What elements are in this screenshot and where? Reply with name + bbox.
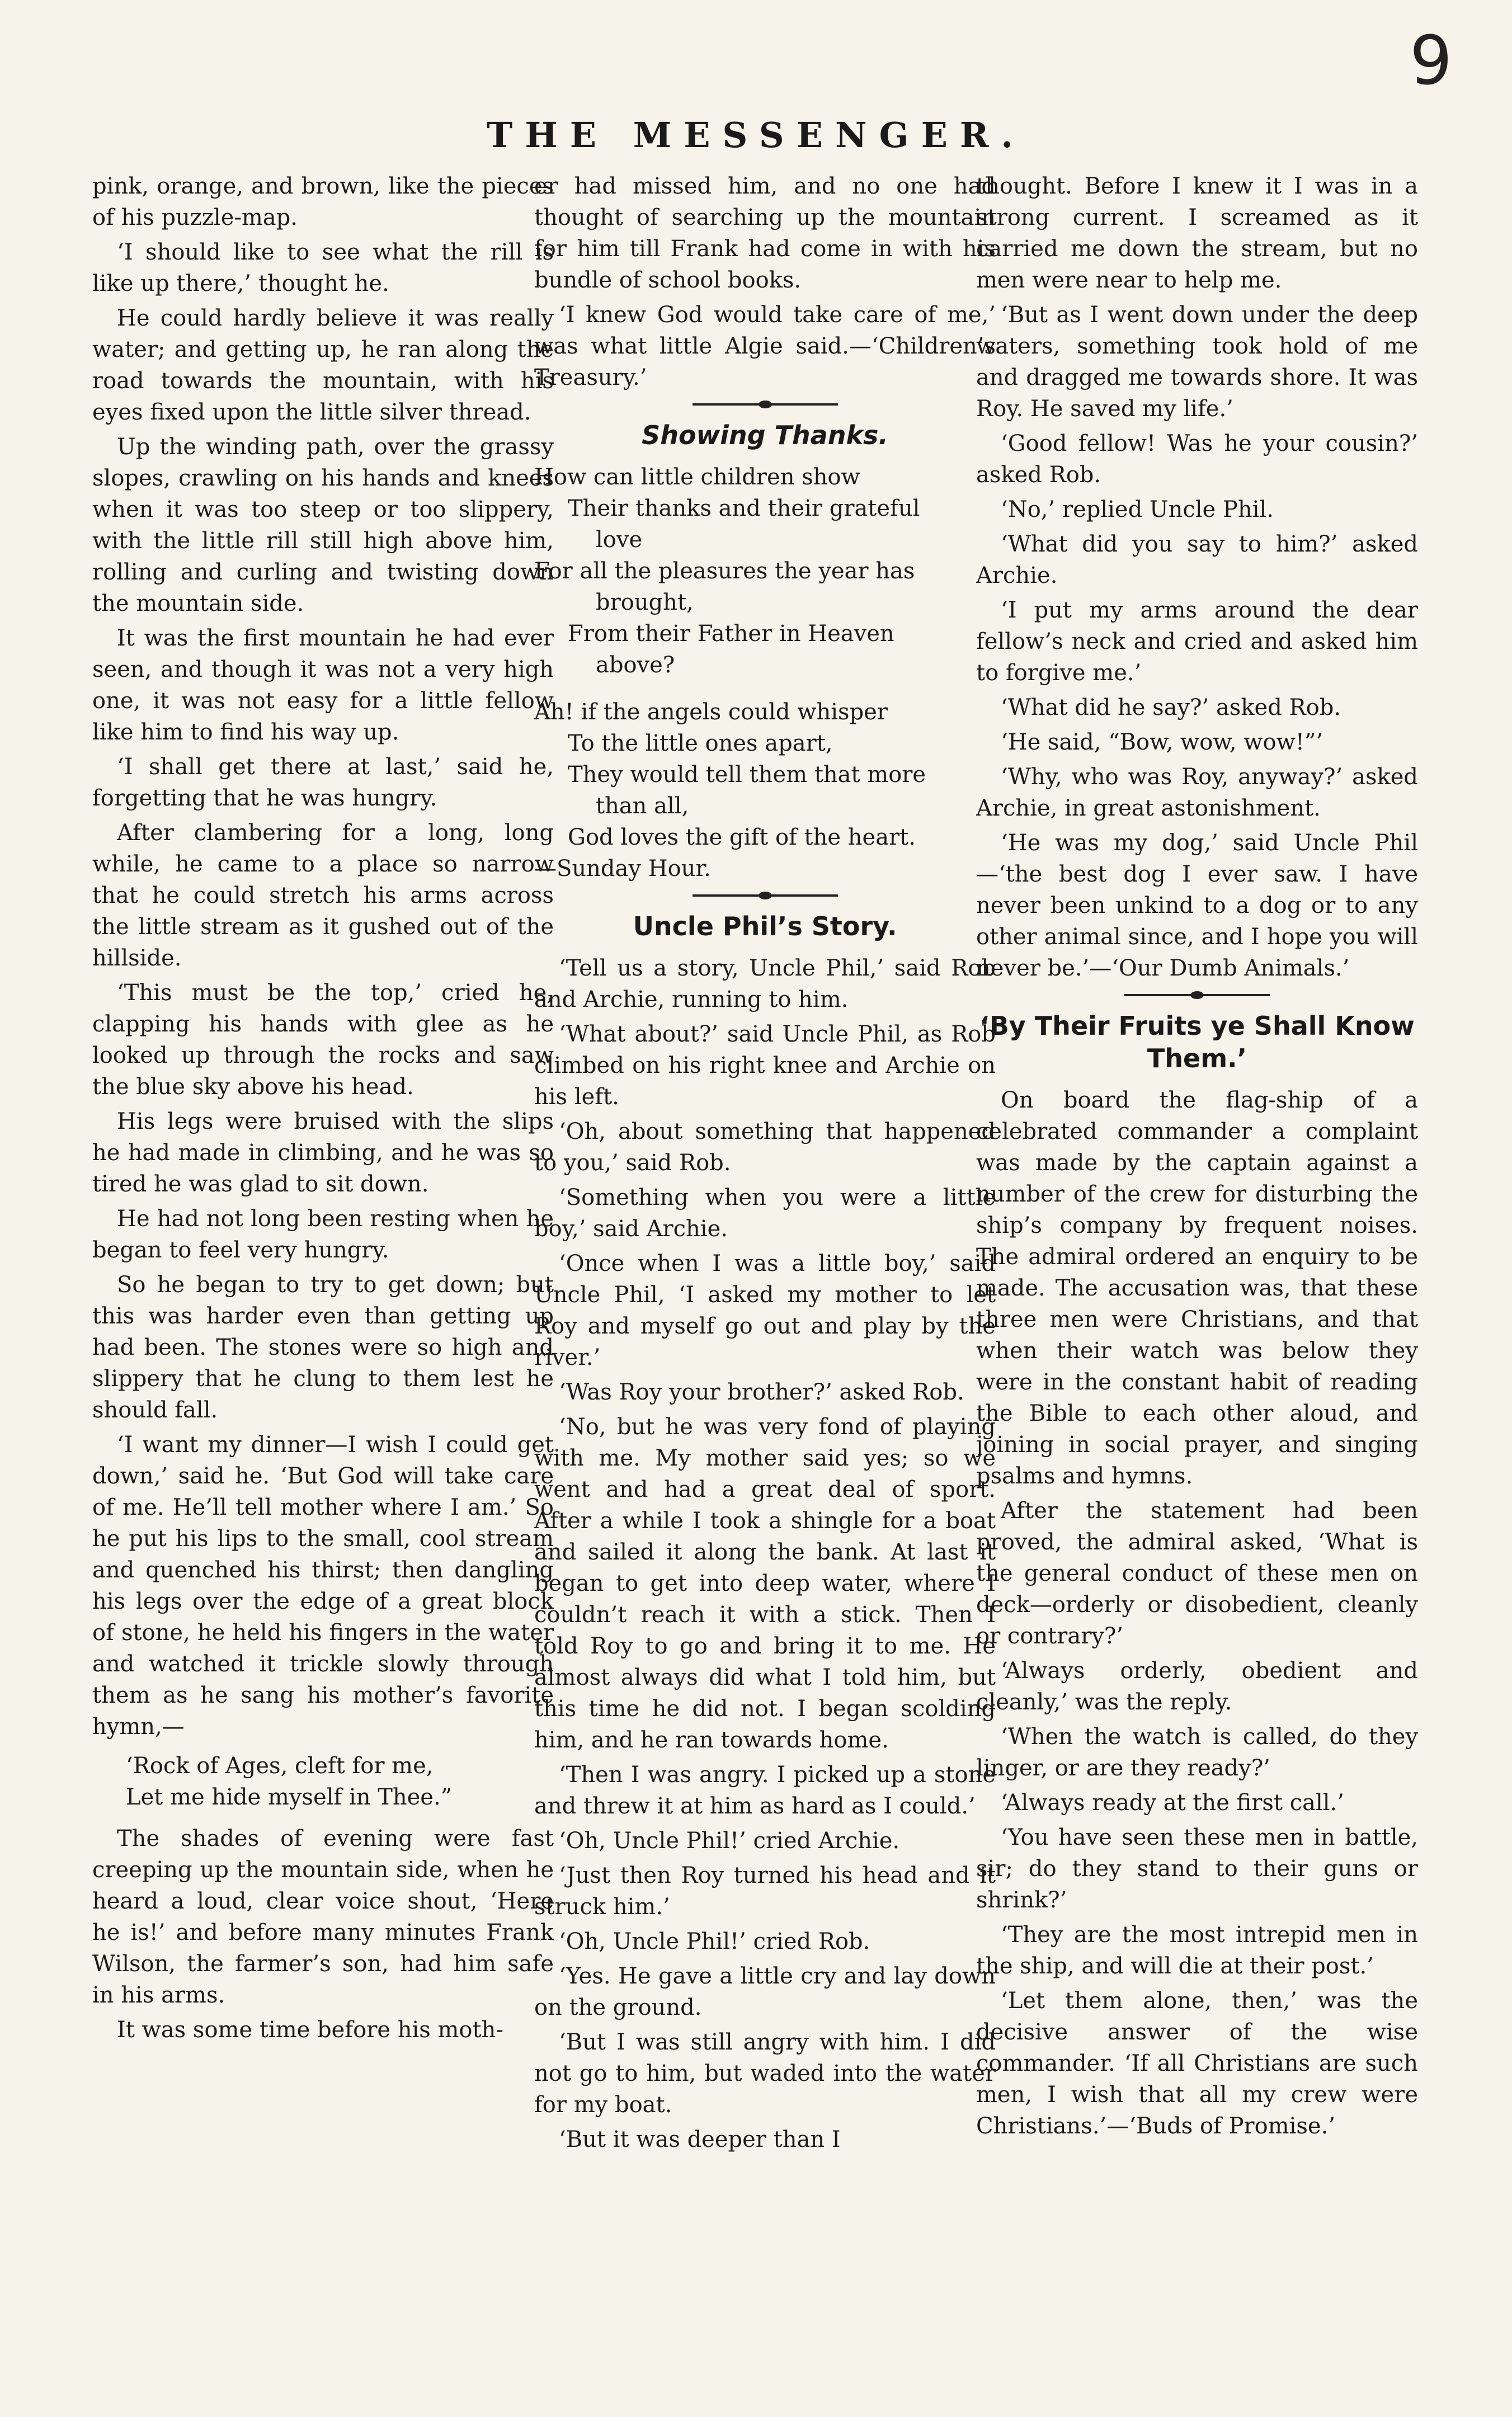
paragraph: ‘Let them alone, then,’ was the decisive answer of the wise commander. ‘If all Christians are such men, I wish that all my crew were Christians.’—‘Buds of Promise.’ [976,1988,1418,2139]
column-2 [534,171,996,2380]
paragraph: ‘I shall get there at last,’ said he, forgetting that he was hungry. [92,754,554,811]
paragraph: ‘Oh, Uncle Phil!’ cried Rob. [559,1929,870,1954]
poem-line: How can little children show [534,464,860,490]
paragraph: It was the first mountain he had ever seen, and though it was not a very high one, it was not easy for a little fellow like him to find his way up. [92,625,554,745]
paragraph: The shades of evening were fast creeping up the mountain side, when he heard a loud, clear voice shout, ‘Here he is!’ and before many minutes Frank Wilson, the farmer’s son, had him safe in his arms. [92,1826,554,2008]
paragraph: ‘Just then Roy turned his head and it struck him.’ [534,1863,996,1920]
poem-line: They would tell them that more [568,762,926,788]
paragraph: ‘When the watch is called, do they linger, or are they ready?’ [976,1724,1418,1781]
paragraph: ‘You have seen these men in battle, sir; do they stand to their guns or shrink?’ [976,1825,1418,1913]
poem-line: brought, [596,590,694,615]
paragraph: ‘He said, “Bow, wow, wow!”’ [1001,729,1323,755]
poem-line: God loves the gift of the heart. [568,824,916,850]
paragraph: It was some time before his moth- [117,2017,503,2043]
poem-line: Ah! if the angels could whisper [534,699,888,725]
section-divider [1124,994,1270,996]
paragraph: ‘What about?’ said Uncle Phil, as Rob climbed on his right knee and Archie on his left. [534,1021,996,1110]
paragraph: So he began to try to get down; but this was harder even than getting up had been. The stones were so high and slippery that he clung to them lest he should fall. [92,1272,554,1423]
poem-line: above? [596,652,675,678]
paragraph: ‘No,’ replied Uncle Phil. [1001,497,1274,522]
paragraph: ‘What did he say?’ asked Rob. [1001,695,1341,720]
paragraph: ‘Oh, about something that happened to you,’ said Rob. [534,1119,996,1176]
poem-line: From their Father in Heaven [568,621,894,647]
paragraph: ‘Why, who was Roy, anyway?’ asked Archie, in great astonishment. [976,764,1418,821]
paragraph: ‘No, but he was very fond of playing with me. My mother said yes; so we went and had a great deal of sport. After a while I took a shingle for a boat and sailed it along the bank. At last it began to get into deep water, where I couldn’t reach it with a stick. Then I told Roy to go and bring it to me. He almost always did what I told him, but this time he did not. I began scolding him, and he ran towards home. [534,1414,996,1753]
hymn-line: Let me hide myself in Thee.” [126,1784,453,1810]
masthead-title: THE MESSENGER. [487,115,1025,156]
paragraph: He had not long been resting when he began to feel very hungry. [92,1206,554,1263]
poem-line: For all the pleasures the year has [534,558,915,584]
poem-title: Showing Thanks. [642,420,888,450]
paragraph: After the statement had been proved, the admiral asked, ‘What is the general conduct of these men on deck—orderly or disobedient, cleanly or contrary?’ [976,1498,1418,1649]
paragraph: ‘Something when you were a little boy,’ said Archie. [534,1185,996,1242]
poem-line: To the little ones apart, [568,731,833,756]
paragraph: thought. Before I knew it I was in a strong current. I screamed as it carried me down the stream, but no men were near to help me. [976,173,1418,293]
paragraph: ‘Good fellow! Was he your cousin?’ asked Rob. [976,431,1418,488]
story-text-continued [976,171,1418,984]
paragraph: ‘Oh, Uncle Phil!’ cried Archie. [559,1828,900,1854]
paragraph: ‘Tell us a story, Uncle Phil,’ said Rob and Archie, running to him. [534,955,996,1012]
section-divider [693,403,838,406]
paragraph: On board the flag-ship of a celebrated commander a complaint was made by the captain against a number of the crew for disturbing the ship’s company by frequent noises. The admiral ordered an enquiry to be made. The accusation was, that these three men were Christians, and that when their watch was below they were in the constant habit of reading the Bible to each other aloud, and joining in social prayer, and singing psalms and hymns. [976,1087,1418,1489]
paragraph: ‘They are the most intrepid men in the ship, and will die at their post.’ [976,1922,1418,1979]
column-1 [92,171,554,2380]
paragraph: ‘He was my dog,’ said Uncle Phil —‘the best dog I ever saw. I have never been unkind to a dog or to any other animal since, and I hope you will never be.’—‘Our Dumb Animals.’ [976,830,1418,981]
paragraph: ‘Always ready at the first call.’ [1001,1790,1344,1816]
paragraph: ‘But as I went down under the deep waters, something took hold of me and dragged me towards shore. It was Roy. He saved my life.’ [976,302,1418,422]
paragraph: ‘Always orderly, obedient and cleanly,’ was the reply. [976,1658,1418,1715]
paragraph: ‘What did you say to him?’ asked Archie. [976,531,1418,588]
paragraph: pink, orange, and brown, like the pieces of his puzzle-map. [92,173,554,230]
paragraph: ‘Was Roy your brother?’ asked Rob. [559,1379,964,1405]
story-text [534,953,996,2155]
paragraph: ‘But it was deeper than I [559,2127,841,2152]
section-divider [693,894,838,897]
poem-line: than all, [596,793,689,819]
article-text [976,1085,1418,2142]
poem-line: Their thanks and their grateful [568,496,920,521]
paragraph: ‘Once when I was a little boy,’ said Uncle Phil, ‘I asked my mother to let Roy and myself go out and play by the river.’ [534,1251,996,1370]
column-3 [976,171,1418,2380]
paragraph: After clambering for a long, long while, he came to a place so narrow that he could stretch his arms across the little stream as it gushed out of the hillside. [92,820,554,971]
article-title: ‘By Their Fruits ye Shall Know Them.’ [979,1011,1415,1073]
page-number: 9 [1410,22,1453,100]
paragraph: ‘I want my dinner—I wish I could get down,’ said he. ‘But God will take care of me. He’ll tell mother where I am.’ So he put his lips to the small, cool stream and quenched his thirst; then dangling his legs over the edge of a great block of stone, he held his fingers in the water and watched it trickle slowly through them as he sang his mother’s favorite hymn,— [92,1432,554,1740]
paragraph: ‘I should like to see what the rill is like up there,’ thought he. [92,239,554,296]
stanza-gap [534,681,996,696]
paragraph: ‘But I was still angry with him. I did not go to him, but waded into the water for my boat. [534,2029,996,2118]
paragraph: ‘This must be the top,’ cried he, clapping his hands with glee as he looked up through the rocks and saw the blue sky above his head. [92,980,554,1100]
hymn-quote [92,1750,554,1813]
hymn-line: ‘Rock of Ages, cleft for me, [126,1753,434,1779]
paragraph: ‘I put my arms around the dear fellow’s neck and cried and asked him to forgive me.’ [976,597,1418,686]
story-title: Uncle Phil’s Story. [633,911,897,941]
poem-line: love [596,527,643,553]
paragraph: He could hardly believe it was really water; and getting up, he ran along the road towards the mountain, with his eyes fixed upon the little silver thread. [92,305,554,425]
paragraph: ‘Yes. He gave a little cry and lay down on the ground. [534,1963,996,2020]
paragraph: Up the winding path, over the grassy slopes, crawling on his hands and knees when it was too steep or too slippery, with the little rill still high above him, rolling and curling and twisting down the mountain side. [92,434,554,616]
poem-line: —Sunday Hour. [534,856,711,882]
paragraph: ‘Then I was angry. I picked up a stone and threw it at him as hard as I could.’ [534,1762,996,1819]
poem-showing-thanks [534,461,996,884]
paragraph: er had missed him, and no one had thought of searching up the mountain for him till Frank had come in with his bundle of school books. [534,173,996,293]
paragraph: ‘I knew God would take care of me,’ was what little Algie said.—‘Children’s Treasury.’ [534,302,996,390]
paragraph: His legs were bruised with the slips he had made in climbing, and he was so tired he was glad to sit down. [92,1109,554,1197]
